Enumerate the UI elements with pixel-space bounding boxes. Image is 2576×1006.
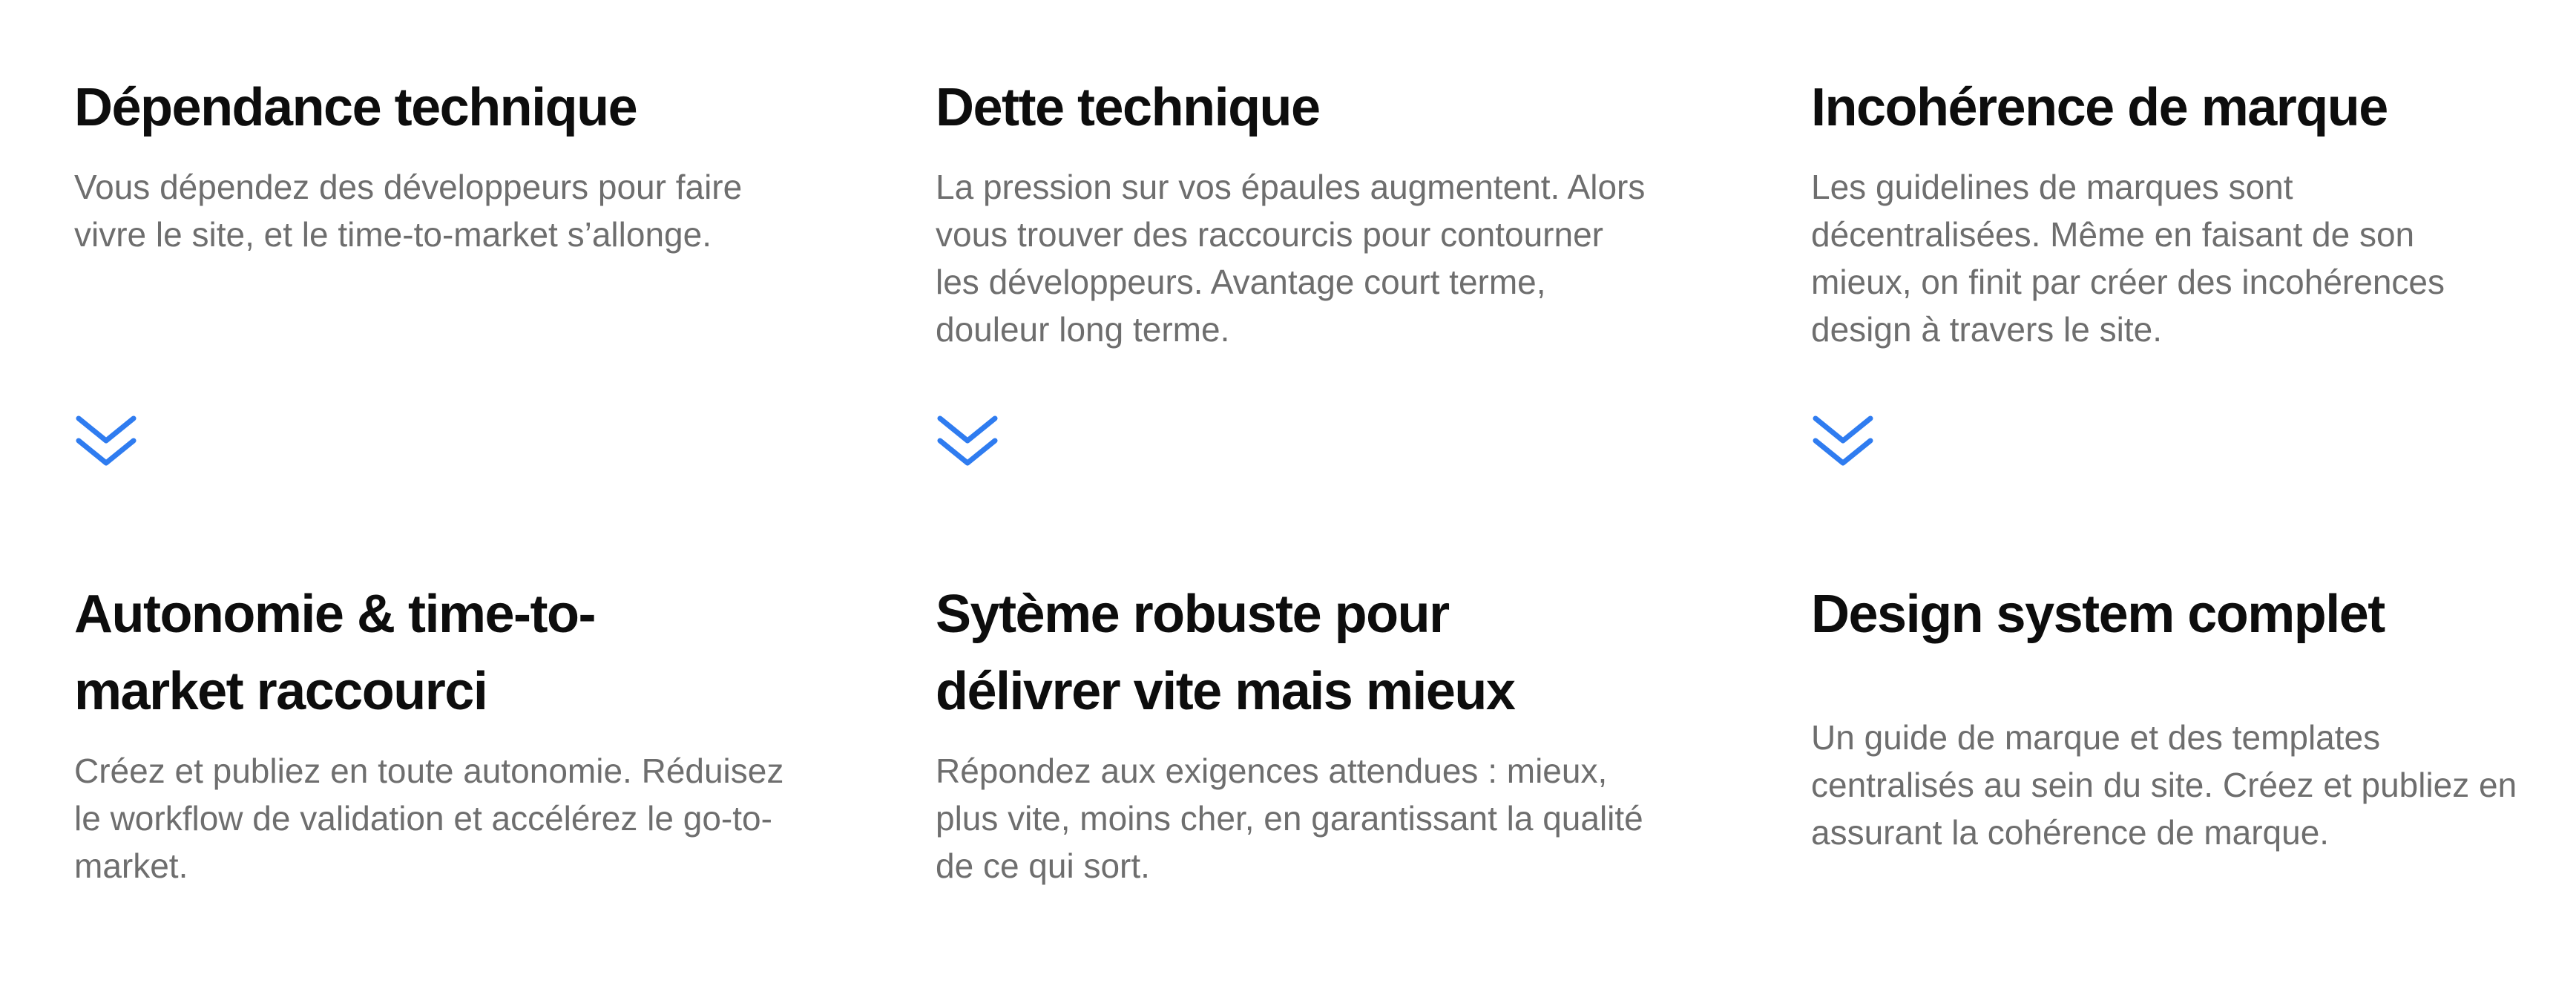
column-technical-dependency xyxy=(74,0,816,1006)
solution-title: Design system complet xyxy=(1811,585,2385,644)
solution-title: Sytème robuste pour délivrer vite mais mieux xyxy=(936,585,1515,721)
problem-title: Incohérence de marque xyxy=(1811,78,2388,137)
solution-description: Un guide de marque et des templates centralisés au sein du site. Créez et publiez en assurant la cohérence de marque. xyxy=(1811,718,2517,852)
problem-description: Vous dépendez des développeurs pour faire vivre le site, et le time-to-market s’allonge. xyxy=(74,168,743,254)
problem-title: Dette technique xyxy=(936,78,1320,137)
problem-description: Les guidelines de marques sont décentralisées. Même en faisant de son mieux, on finit par créer des incohérences design à travers le site. xyxy=(1811,168,2445,349)
solution-description: Répondez aux exigences attendues : mieux, plus vite, moins cher, en garantissant la qualité de ce qui sort. xyxy=(936,752,1643,885)
problem-title: Dépendance technique xyxy=(74,78,637,137)
problem-description: La pression sur vos épaules augmentent. Alors vous trouver des raccourcis pour contourner les développeurs. Avantage court terme, douleur long terme. xyxy=(936,168,1646,349)
column-brand-inconsistency xyxy=(1811,0,2553,1006)
solution-title: Autonomie & time-to-market raccourci xyxy=(74,585,595,721)
column-technical-debt xyxy=(936,0,1678,1006)
chevron-double-down-icon xyxy=(936,412,999,472)
chevron-double-down-icon xyxy=(1811,412,1875,472)
chevron-double-down-icon xyxy=(74,412,138,472)
solution-description: Créez et publiez en toute autonomie. Réduisez le workflow de validation et accélérez le go-to-market. xyxy=(74,752,784,885)
